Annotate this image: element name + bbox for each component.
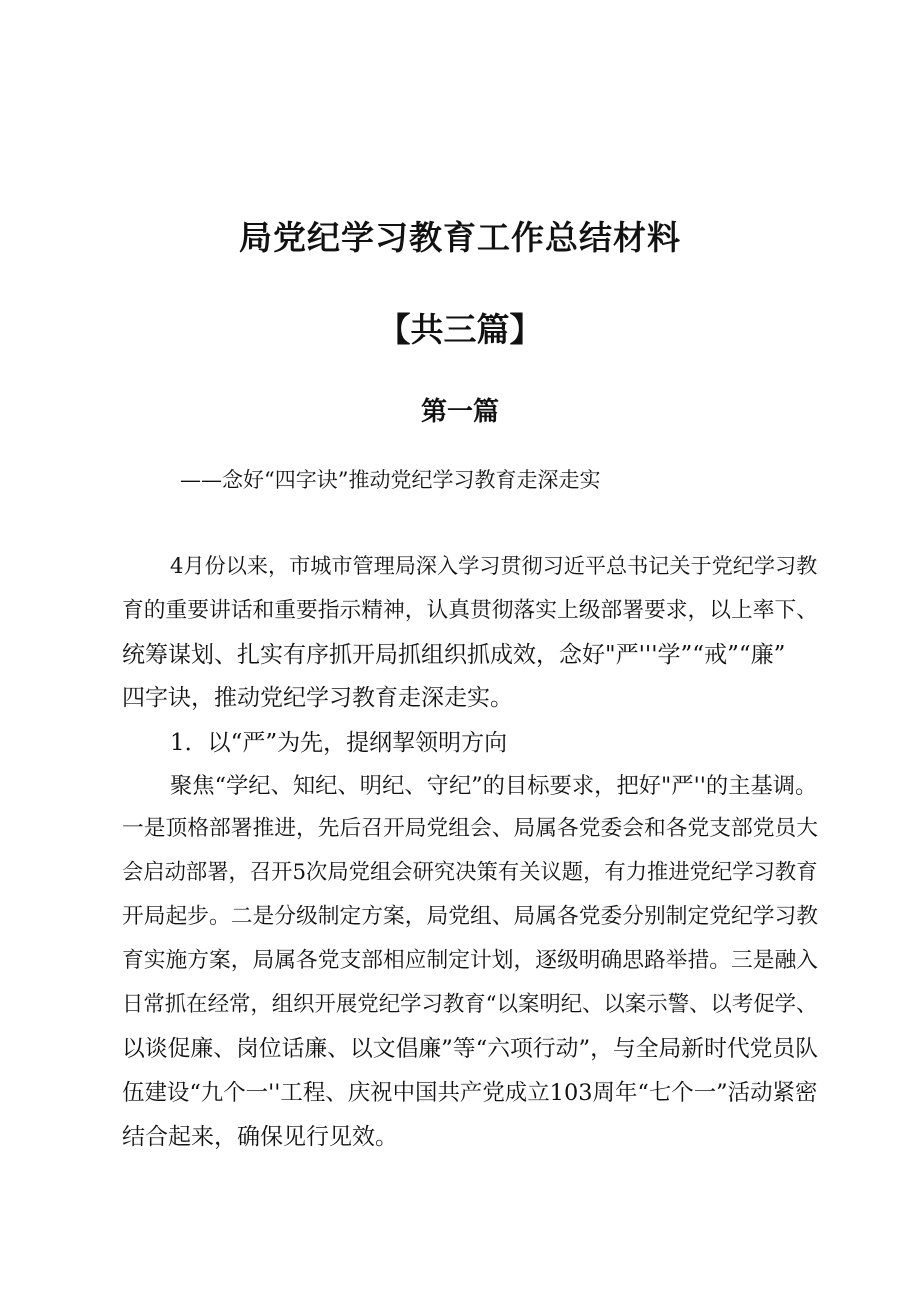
body-line: 结合起来，确保见行见效。 (122, 1124, 398, 1150)
intro-line: 育的重要讲话和重要指示精神，认真贯彻落实上级部署要求，以上率下、 (122, 598, 818, 623)
body-line: 聚焦“学纪、知纪、明纪、守纪”的目标要求，把好"严''的主基调。 (170, 773, 818, 799)
document-subtitle: 【共三篇】 (377, 310, 543, 349)
body-line: 开局起步。二是分级制定方案，局党组、局属各党委分别制定党纪学习教 (122, 904, 818, 929)
section-tagline: ——念好“四字诀”推动党纪学习教育走深走实 (180, 468, 601, 492)
intro-line: 统筹谋划、扎实有序抓开局抓组织抓成效，念好"严'''学”“戒”“廉” (122, 642, 786, 668)
body-line: 会启动部署，召开5次局党组会研究决策有关议题，有力推进党纪学习教育 (122, 860, 818, 885)
body-line: 伍建设“九个一''工程、庆祝中国共产党成立103周年“七个一”活动紧密 (122, 1080, 818, 1106)
document-title: 局党纪学习教育工作总结材料 (239, 218, 681, 257)
body-line: 一是顶格部署推进，先后召开局党组会、局属各党委会和各党支部党员大 (122, 816, 818, 841)
numbered-heading: 1．以“严”为先，提纲挈领明方向 (170, 730, 508, 756)
body-line: 以谈促廉、岗位话廉、以文倡廉”等“六项行动”，与全局新时代党员队 (122, 1036, 819, 1062)
intro-line: 四字诀，推动党纪学习教育走深走实。 (122, 685, 513, 711)
section-title: 第一篇 (420, 397, 499, 427)
intro-line: 4月份以来，市城市管理局深入学习贯彻习近平总书记关于党纪学习教 (170, 553, 818, 578)
body-line: 日常抓在经常，组织开展党纪学习教育“以案明纪、以案示警、以考促学、 (122, 992, 818, 1017)
body-line: 育实施方案，局属各党支部相应制定计划，逐级明确思路举措。三是融入 (122, 948, 818, 973)
